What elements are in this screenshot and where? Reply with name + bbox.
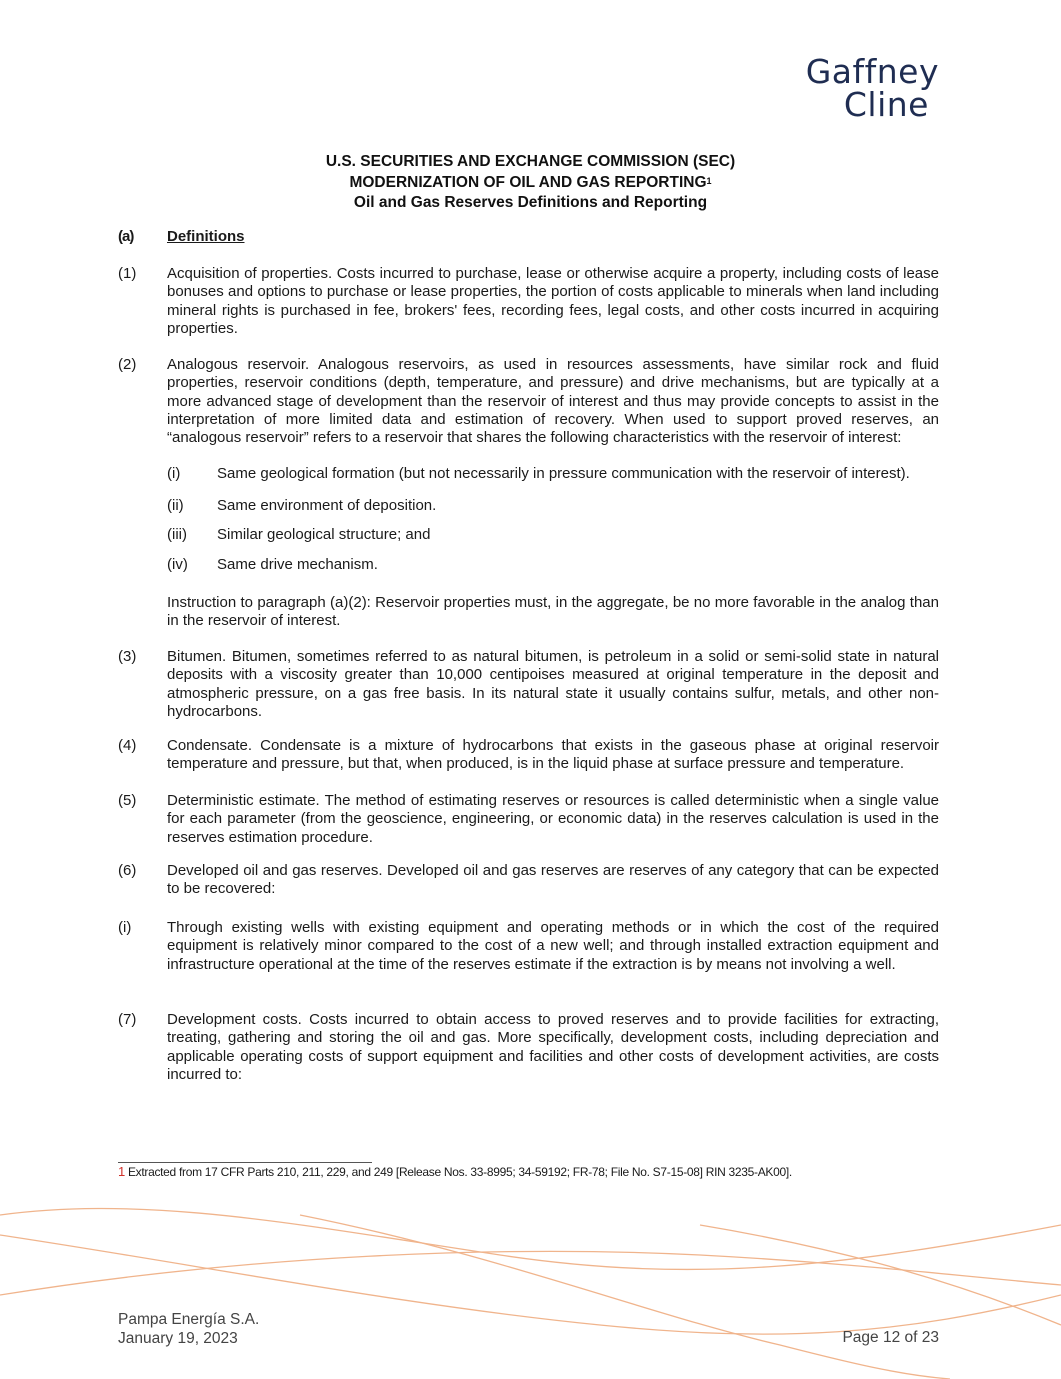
- item-number: (5): [118, 792, 137, 809]
- document-title: [0, 152, 1061, 214]
- footer-date: January 19, 2023: [118, 1330, 238, 1347]
- item-number: (1): [118, 265, 137, 282]
- section-heading: Definitions: [167, 228, 245, 245]
- footnote-ref: 1: [706, 175, 712, 186]
- footnote-number: 1: [118, 1164, 125, 1179]
- footnote: [118, 1164, 792, 1179]
- section-letter: (a): [118, 228, 134, 245]
- subitem-text: Similar geological structure; and: [217, 526, 431, 543]
- gaffney-cline-logo: [805, 52, 939, 124]
- definition-text: Through existing wells with existing equipment and operating methods or in which the cost of the required equipment is relatively minor compared to the cost of a new well; and through installed extraction equipment and infrastructure operational at the time of the reserves estimate if the extraction is by means not involving a well.: [167, 919, 939, 973]
- footer-info: [118, 1310, 259, 1348]
- title-line-3: Oil and Gas Reserves Definitions and Reporting: [353, 194, 708, 211]
- definition-text: Analogous reservoir. Analogous reservoirs, as used in resources assessments, have similar rock and fluid properties, reservoir conditions (depth, temperature, and pressure) and drive mechanisms, but are typically at a more advanced stage of development than the reservoir of interest and thus may provide concepts to assist in the interpretation of more limited data and estimation of recovery. When used to support proved reserves, an “analogous reservoir” refers to a reservoir that shares the following characteristics with the reservoir of interest:: [167, 356, 939, 447]
- wave-line: [700, 1225, 1061, 1325]
- item-number: (2): [118, 356, 137, 373]
- definition-text: Bitumen. Bitumen, sometimes referred to as natural bitumen, is petroleum in a solid or semi-solid state in natural deposits with a viscosity greater than 10,000 centipoises measured at original temperature in the deposit and atmospheric pressure, on a gas free basis. In its natural state it usually contains sulfur, metals, and other non-hydrocarbons.: [167, 648, 939, 720]
- page-number: Page 12 of 23: [842, 1329, 939, 1346]
- subitem-number: (ii): [167, 497, 184, 514]
- subitem-number: (iii): [167, 526, 187, 543]
- footer-company: Pampa Energía S.A.: [118, 1311, 260, 1328]
- definition-text: Developed oil and gas reserves. Developed oil and gas reserves are reserves of any category that can be expected to be recovered:: [167, 862, 939, 898]
- title-line-1: U.S. SECURITIES AND EXCHANGE COMMISSION (SEC): [325, 153, 736, 170]
- definition-text: Deterministic estimate. The method of estimating reserves or resources is called deterministic when a single value for each parameter (from the geoscience, engineering, or economic data) in the reserves calculation is used in the reserves estimation procedure.: [167, 792, 939, 846]
- definition-text: Development costs. Costs incurred to obtain access to proved reserves and to provide facilities for extracting, treating, gathering and storing the oil and gas. More specifically, development costs, including depreciation and applicable operating costs of support equipment and facilities and other costs of development activities, are costs incurred to:: [167, 1011, 939, 1083]
- decorative-waves: [0, 1195, 1061, 1379]
- subitem-number: (iv): [167, 556, 188, 573]
- item-number: (4): [118, 737, 137, 754]
- logo-line-2: Cline: [843, 85, 929, 124]
- item-number: (i): [118, 919, 132, 936]
- subitem-text: Same geological formation (but not necessarily in pressure communication with the reservoir of interest).: [217, 465, 910, 482]
- item-number: (6): [118, 862, 137, 879]
- instruction-text: Instruction to paragraph (a)(2): Reservoir properties must, in the aggregate, be no more favorable in the analog than in the reservoir of interest.: [167, 594, 939, 630]
- definition-text: Condensate. Condensate is a mixture of hydrocarbons that exists in the gaseous phase at original reservoir temperature and pressure, but that, when produced, is in the liquid phase at surface pressure and temperature.: [167, 737, 939, 773]
- definition-text: Acquisition of properties. Costs incurred to purchase, lease or otherwise acquire a property, including costs of lease bonuses and options to purchase or lease properties, the portion of costs applicable to minerals when land including mineral rights is purchased in fee, brokers' fees, recording fees, legal costs, and other costs incurred in acquiring properties.: [167, 265, 939, 337]
- logo-line-1: Gaffney: [805, 52, 939, 91]
- subitem-text: Same environment of deposition.: [217, 497, 437, 514]
- item-number: (7): [118, 1011, 137, 1028]
- footnote-text: Extracted from 17 CFR Parts 210, 211, 229, and 249 [Release Nos. 33-8995; 34-59192; FR-78; File No. S7-15-08] RIN 3235-AK00].: [127, 1165, 792, 1179]
- subitem-number: (i): [167, 465, 181, 482]
- item-number: (3): [118, 648, 137, 665]
- subitem-text: Same drive mechanism.: [217, 556, 378, 573]
- title-line-2: MODERNIZATION OF OIL AND GAS REPORTING$^1$: [349, 173, 712, 191]
- footnote-divider: [118, 1162, 372, 1163]
